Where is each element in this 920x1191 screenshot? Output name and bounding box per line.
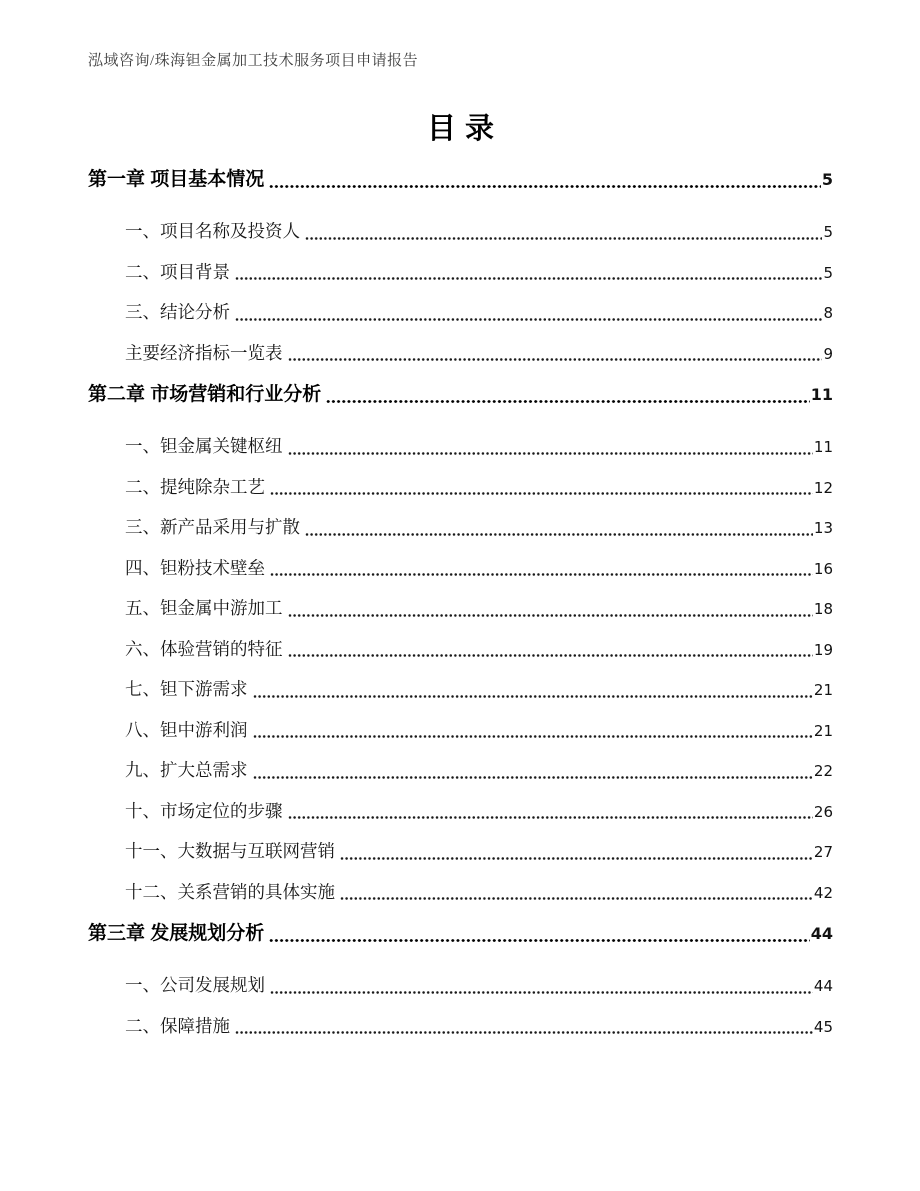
toc-item-row[interactable] [88,977,833,995]
toc-entry-label: 九、扩大总需求 [125,760,248,781]
toc-entry-label: 七、钽下游需求 [125,679,248,700]
toc-entry-page: 21 [813,721,833,740]
toc-entry-page: 18 [813,600,833,619]
toc-entry-page: 16 [813,559,833,578]
toc-item-row[interactable] [88,438,833,456]
toc-item-row[interactable] [88,843,833,861]
toc-item-row[interactable] [88,557,833,578]
toc-chapter-row[interactable] [88,924,833,943]
toc-item-row[interactable] [88,342,833,363]
toc-dot-leader [270,492,813,495]
toc-dot-leader [288,452,813,455]
toc-entry-label: 一、项目名称及投资人 [125,221,300,242]
toc-entry-label: 主要经济指标一览表 [125,342,283,363]
toc-entry-page: 44 [813,977,833,996]
toc-dot-leader [270,991,813,994]
toc-entry-page: 11 [810,385,833,405]
page-title: 目录 [426,113,503,145]
toc-entry-page: 21 [813,681,833,700]
toc-dot-leader [326,400,809,403]
toc-item-row[interactable] [88,638,833,659]
toc-item-row[interactable] [88,1015,833,1036]
toc-entry-label: 二、项目背景 [125,261,230,282]
toc-dot-leader [269,185,821,188]
toc-dot-leader [305,533,813,536]
toc-entry-label: 二、保障措施 [125,1015,230,1036]
toc-entry-label: 三、新产品采用与扩散 [125,517,300,538]
toc-entry-page: 44 [810,924,833,944]
toc-entry-label: 十二、关系营销的具体实施 [125,881,335,902]
toc-entry-label: 十一、大数据与互联网营销 [125,841,335,862]
toc-entry-label: 第一章 项目基本情况 [88,169,265,191]
toc-entry-page: 5 [823,223,833,242]
toc-item-row[interactable] [88,600,833,618]
toc-item-row[interactable] [88,762,833,780]
toc-item-row[interactable] [88,519,833,537]
toc-dot-leader [253,776,813,779]
toc-entry-label: 一、公司发展规划 [125,975,265,996]
toc-entry-label: 第三章 发展规划分析 [88,923,265,945]
toc-entry-page: 5 [823,263,833,282]
toc-dot-leader [269,939,809,942]
toc-entry-page: 42 [813,883,833,902]
toc-entry-label: 二、提纯除杂工艺 [125,476,265,497]
toc-dot-leader [288,816,813,819]
toc-item-row[interactable] [88,881,833,902]
toc-dot-leader [270,573,813,576]
toc-entry-page: 12 [813,478,833,497]
toc-entry-label: 三、结论分析 [125,302,230,323]
toc-entry-page: 22 [813,762,833,781]
toc-item-row[interactable] [88,261,833,282]
toc-item-row[interactable] [88,223,833,241]
toc-entry-label: 第二章 市场营销和行业分析 [88,384,322,406]
toc-dot-leader [340,857,813,860]
toc-entry-page: 11 [813,438,833,457]
toc-dot-leader [235,1031,813,1034]
toc-dot-leader [235,277,822,280]
document-header: 泓域咨询/珠海钽金属加工技术服务项目申请报告 [88,53,419,69]
toc-entry-label: 一、钽金属关键枢纽 [125,436,283,457]
toc-dot-leader [288,358,823,361]
toc-dot-leader [253,695,813,698]
toc-entry-label: 五、钽金属中游加工 [125,598,283,619]
toc-chapter-row[interactable] [88,385,833,404]
toc-dot-leader [340,897,813,900]
table-of-contents [88,170,833,1035]
toc-item-row[interactable] [88,476,833,497]
toc-entry-label: 六、体验营销的特征 [125,638,283,659]
toc-entry-page: 13 [813,519,833,538]
toc-entry-page: 19 [813,640,833,659]
toc-dot-leader [288,654,813,657]
toc-dot-leader [253,735,813,738]
toc-entry-page: 27 [813,843,833,862]
toc-entry-page: 9 [823,344,833,363]
toc-entry-label: 十、市场定位的步骤 [125,800,283,821]
toc-entry-page: 45 [813,1017,833,1036]
toc-entry-label: 八、钽中游利润 [125,719,248,740]
toc-item-row[interactable] [88,681,833,699]
toc-entry-page: 5 [821,170,833,190]
toc-dot-leader [235,318,822,321]
toc-chapter-row[interactable] [88,170,833,189]
toc-item-row[interactable] [88,304,833,322]
toc-entry-page: 26 [813,802,833,821]
toc-item-row[interactable] [88,719,833,740]
toc-entry-label: 四、钽粉技术壁垒 [125,557,265,578]
toc-dot-leader [305,237,822,240]
toc-item-row[interactable] [88,800,833,821]
toc-dot-leader [288,614,813,617]
toc-entry-page: 8 [823,304,833,323]
